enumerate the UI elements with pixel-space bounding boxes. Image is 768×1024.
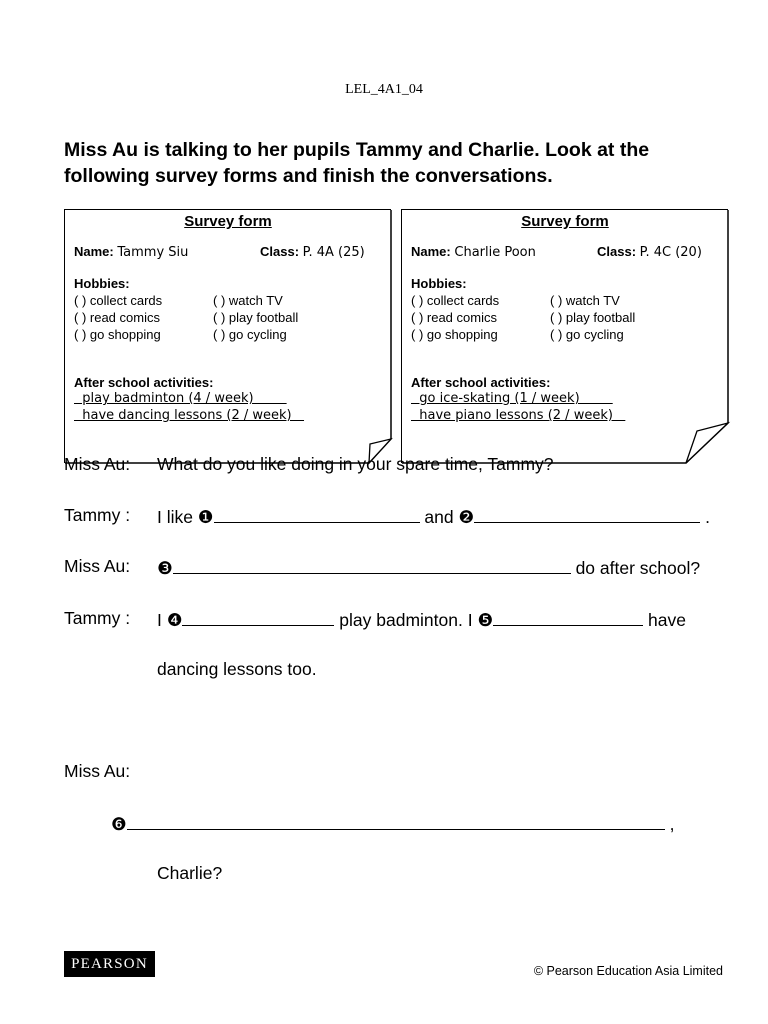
activity-item: have piano lessons (2 / week) — [411, 408, 626, 423]
form-title: Survey form — [184, 213, 272, 230]
name-row: Name: Tammy Siu — [74, 244, 189, 260]
answer-blank-3[interactable] — [173, 556, 571, 574]
instruction-text: Miss Au is talking to her pupils Tammy and Charlie. Look at the following survey forms and finish the conversations. — [64, 139, 650, 187]
dialogue-line: I like ❶ and ❷ . — [157, 507, 710, 528]
speaker-miss-au: Miss Au: — [64, 556, 131, 576]
class-row: Class: P. 4C (20) — [597, 244, 702, 260]
blank-number: ❶ — [197, 508, 214, 528]
class-value: P. 4C (20) — [639, 245, 702, 260]
activities-label: After school activities: — [74, 375, 214, 390]
hobby-option[interactable]: ( ) watch TV — [550, 293, 620, 308]
name-row: Name: Charlie Poon — [411, 244, 536, 260]
speaker-tammy: Tammy : — [64, 608, 131, 628]
speaker-miss-au: Miss Au: — [64, 761, 131, 781]
dialogue-line: What do you like doing in your spare time, Tammy? — [157, 454, 554, 474]
activity-item: play badminton (4 / week) — [74, 391, 287, 406]
blank-number: ❹ — [166, 611, 183, 631]
hobbies-label: Hobbies: — [74, 276, 130, 291]
answer-blank-1[interactable] — [214, 505, 420, 523]
hobby-option[interactable]: ( ) collect cards — [74, 293, 163, 308]
dialogue-line: Charlie? — [157, 863, 223, 883]
survey-form-tammy — [64, 209, 391, 463]
hobby-option[interactable]: ( ) play football — [550, 310, 636, 325]
blank-number: ❺ — [477, 611, 494, 631]
hobby-option[interactable]: ( ) go shopping — [74, 327, 161, 342]
activity-item: have dancing lessons (2 / week) — [74, 408, 305, 423]
answer-blank-5[interactable] — [493, 608, 643, 626]
blank-number: ❷ — [458, 508, 475, 528]
dialogue-line: dancing lessons too. — [157, 659, 317, 679]
speaker-tammy: Tammy : — [64, 505, 131, 525]
answer-blank-2[interactable] — [474, 505, 700, 523]
hobby-option[interactable]: ( ) watch TV — [213, 293, 283, 308]
activity-item: go ice-skating (1 / week) — [411, 391, 613, 406]
hobby-option[interactable]: ( ) go cycling — [550, 327, 624, 342]
dialogue-line: ❸ do after school? — [157, 558, 701, 579]
hobby-option[interactable]: ( ) go cycling — [213, 327, 287, 342]
hobbies-label: Hobbies: — [411, 276, 467, 291]
pearson-logo: PEARSON — [64, 951, 155, 977]
hobby-option[interactable]: ( ) play football — [213, 310, 299, 325]
form-title: Survey form — [521, 213, 609, 230]
dialogue-line: ❻ , — [111, 814, 675, 835]
answer-blank-6[interactable] — [127, 812, 665, 830]
speaker-miss-au: Miss Au: — [64, 454, 131, 474]
answer-blank-4[interactable] — [182, 608, 334, 626]
document-code: LEL_4A1_04 — [345, 82, 423, 97]
dialogue-line: I ❹ play badminton. I ❺ have — [157, 610, 686, 631]
name-value: Charlie Poon — [454, 245, 536, 260]
survey-form-charlie — [401, 209, 728, 463]
copyright-text: © Pearson Education Asia Limited — [533, 964, 723, 978]
class-row: Class: P. 4A (25) — [260, 244, 365, 260]
blank-number: ❻ — [111, 815, 127, 835]
class-value: P. 4A (25) — [302, 245, 365, 260]
hobby-option[interactable]: ( ) collect cards — [411, 293, 500, 308]
hobby-option[interactable]: ( ) read comics — [74, 310, 160, 325]
hobby-option[interactable]: ( ) go shopping — [411, 327, 498, 342]
hobby-option[interactable]: ( ) read comics — [411, 310, 497, 325]
blank-number: ❸ — [157, 559, 173, 579]
name-value: Tammy Siu — [117, 245, 189, 260]
activities-label: After school activities: — [411, 375, 551, 390]
